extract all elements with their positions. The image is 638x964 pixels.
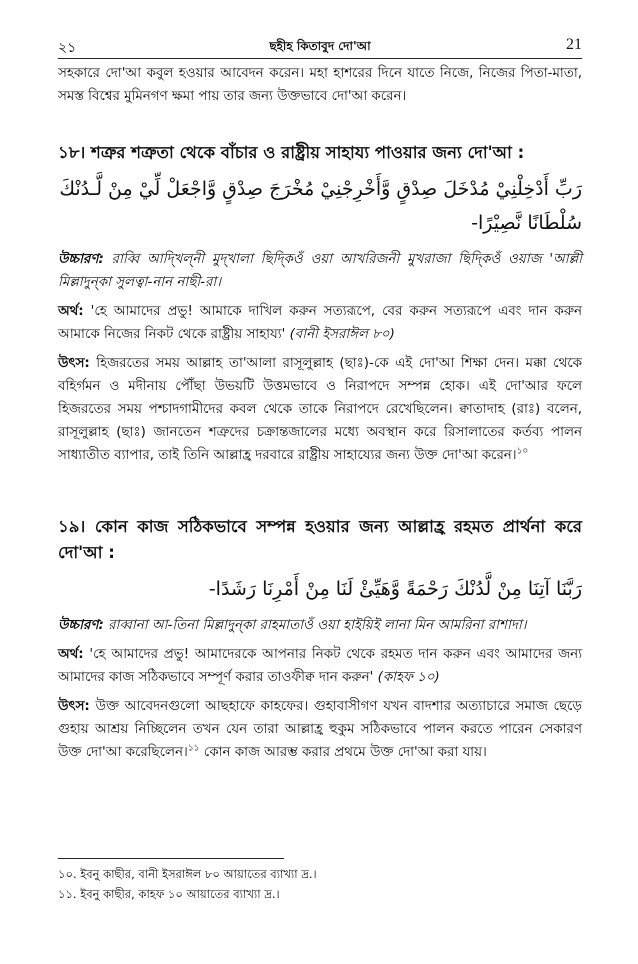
source-label: উৎস: <box>58 356 90 371</box>
section-19-heading: ১৯। কোন কাজ সঠিকভাবে সম্পন্ন হওয়ার জন্য আল্লাহ্র রহমত প্রার্থনা করে দো'আ : <box>58 517 582 562</box>
section-19-pronunciation <box>58 614 582 637</box>
meaning-label: অর্থ: <box>58 304 84 319</box>
footnotes <box>58 864 582 904</box>
section-18-source <box>58 352 582 467</box>
footnote-marker-10[interactable]: ১০ <box>516 446 529 457</box>
footnote-10: ১০. ইবনু কাছীর, বানী ইসরাঈল ৮০ আয়াতের ব্যাখ্যা দ্র.। <box>58 867 317 881</box>
meaning-text: 'হে আমাদের প্রভু! আমাকে দাখিল করুন সত্যরূপে, বের করুন সত্যরূপে এবং দান করুন আমাকে নিজের নিকট থেকে রাষ্ট্রীয় সাহায্য' <box>58 304 583 342</box>
meaning-label: অর্থ: <box>58 647 84 662</box>
running-title: ছহীহ কিতাবুদ দো'আ <box>269 39 371 53</box>
section-18-pronunciation <box>58 248 582 294</box>
meaning-text: 'হে আমাদের প্রভু! আমাদেরকে আপনার নিকট থেকে রহমত দান করুন এবং আমাদের জন্য আমাদের কাজ সঠিকভাবে সম্পূর্ণ করার তাওফীক্ব দান করুন' <box>58 647 582 685</box>
footnote-marker-11[interactable]: ১১ <box>187 743 200 754</box>
source-text-continued: কোন কাজ আরম্ভ করার প্রথমে উক্ত দো'আ করা যায়। <box>203 745 487 760</box>
section-19-arabic-dua: رَبَّنَا آتِنَا مِنْ لَّدُنْكَ رَحْمَةً وَّهَيِّئْ لَنَا مِنْ أَمْرِنَا رَشَدًا- <box>208 578 582 600</box>
page-number-bengali: ২১ <box>58 40 77 56</box>
section-18-heading: ১৮। শত্রুর শত্রুতা থেকে বাঁচার ও রাষ্ট্রীয় সাহায্য পাওয়ার জন্য দো'আ : <box>58 143 525 162</box>
pronunciation-label: উচ্চারণ: <box>58 252 104 267</box>
source-label: উৎস: <box>58 699 90 714</box>
intro-paragraph-block <box>58 62 582 108</box>
pronunciation-text: রাব্বানা আ-তিনা মিল্লাদুন্কা রাহমাতাওঁ ওয়া হাইয়িই লানা মিন আমরিনা রাশাদা। <box>108 618 527 633</box>
source-text: উক্ত আবেদনগুলো আছহাফে কাহফের। গুহাবাসীগণ যখন বাদশার অত্যাচারে সমাজ ছেড়ে গুহায় আশ্রয় নিচ্ছিলেন তখন যেন তারা আল্লাহ্র হুকুম সঠিকভাবে পালন করতে পারেন সেকারণ উক্ত দো'আ করেছিলেন। <box>58 699 582 760</box>
pronunciation-label: উচ্চারণ: <box>58 618 104 633</box>
page-number: 21 <box>566 36 582 53</box>
header-rule <box>58 58 582 59</box>
section-19 <box>58 514 582 764</box>
meaning-reference: (বানী ইসরাঈল ৮০) <box>289 327 395 342</box>
page-header <box>58 36 582 58</box>
source-text: হিজরতের সময় আল্লাহ তা'আলা রাসূলুল্লাহ (ছাঃ)-কে এই দো'আ শিক্ষা দেন। মক্কা থেকে বহির্গমন ও মদীনায় পৌঁছা উভয়টি উত্তমভাবে ও নিরাপদে সম্পন্ন হোক। এই দো'আর ফলে হিজরতের সময় পশ্চাদগামীদের কবল থেকে তাকে নিরাপদে রেখেছিলেন। ক্বাতাদাহ (রাঃ) বলেন, রাসূলুল্লাহ (ছাঃ) জানতেন শত্রুদের চক্রান্তজালের মধ্যে অবস্থান করে রিসালাতের কর্তব্য পালন সাধ্যাতীত ব্যাপার, তাই তিনি আল্লাহ্র দরবারে রাষ্ট্রীয় সাহায্যের জন্য উক্ত দো'আ করেন। <box>58 356 582 463</box>
section-18-arabic-dua: رَبِّ أَدْخِلْنِيْ مُدْخَلَ صِدْقٍ وَّأَخْرِجْنِيْ مُخْرَجَ صِدْقٍ وَّاجْعَلْ لِّيْ مِنْ لَّـدُنْكَ سُلْطَانًا نَّصِيْرًا- <box>59 178 582 234</box>
section-19-source <box>58 695 582 764</box>
pronunciation-text: রাব্বি আদ্খিল্নী মুদ্খালা ছিদ্কিওঁ ওয়া আখরিজনী মুখরাজা ছিদ্কিওঁ ওয়াজ 'আল্লী মিল্লাদুন্কা সুলত্বা-নান নাছী-রা। <box>58 252 582 290</box>
meaning-reference: (কাহফ ১০) <box>377 670 440 685</box>
footnote-11: ১১. ইবনু কাছীর, কাহফ ১০ আয়াতের ব্যাখ্যা দ্র.। <box>58 887 280 901</box>
section-19-meaning <box>58 643 582 689</box>
section-18 <box>58 140 582 467</box>
section-18-meaning <box>58 300 582 346</box>
intro-paragraph: সহকারে দো'আ কবুল হওয়ার আবেদন করেন। মহা হাশরের দিনে যাতে নিজে, নিজের পিতা-মাতা, সমস্ত বিশ্বের মুমিনগণ ক্ষমা পায় তার জন্য উক্তভাবে দো'আ করেন। <box>58 66 582 104</box>
footnote-divider <box>58 858 284 859</box>
